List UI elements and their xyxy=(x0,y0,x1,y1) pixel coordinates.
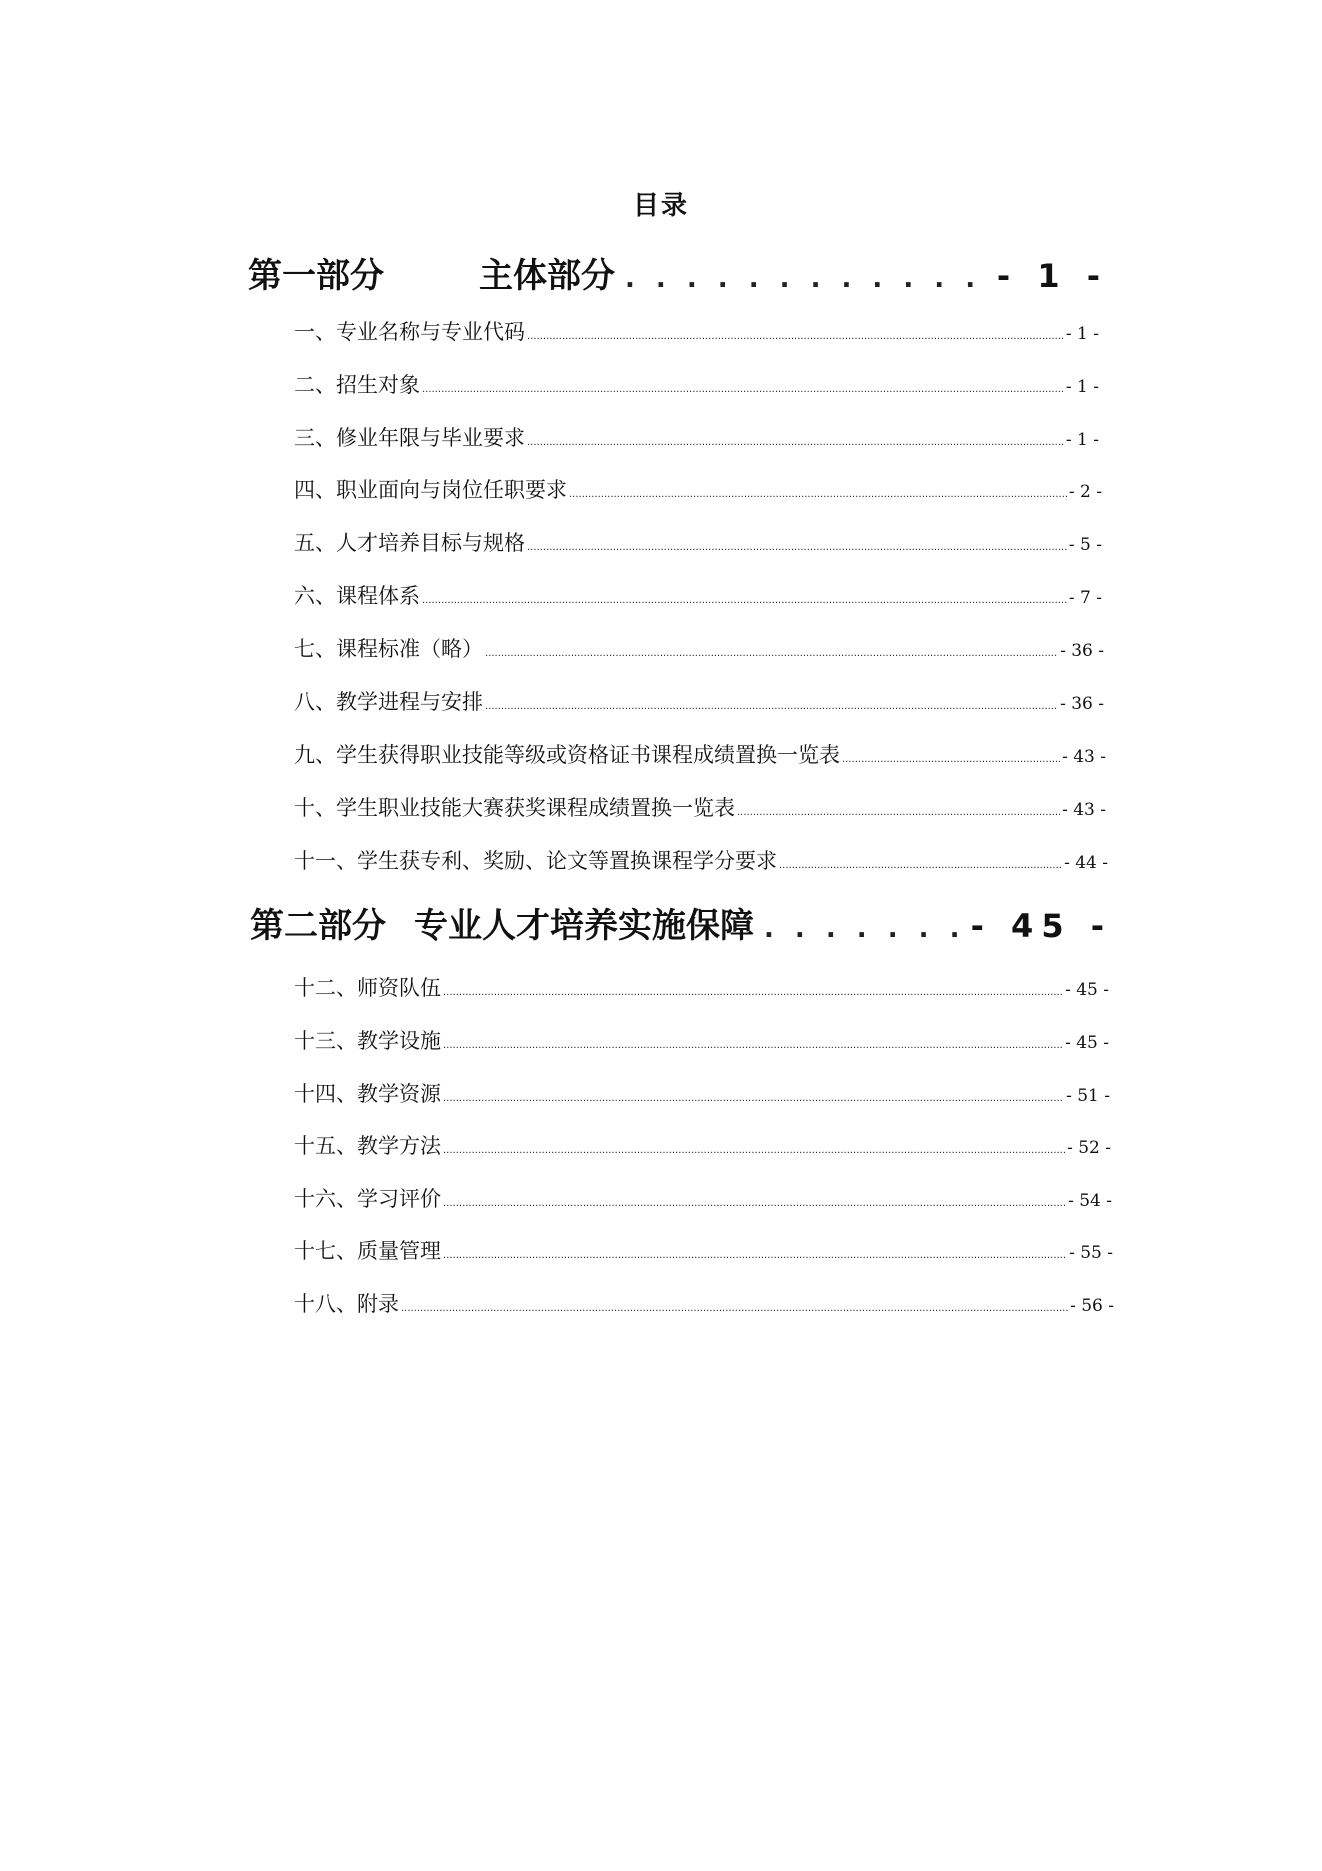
entry-page-number: - 43 - xyxy=(1062,747,1106,767)
entry-title: 十五、教学方法 xyxy=(294,1134,441,1158)
entry-title: 六、课程体系 xyxy=(294,584,420,608)
entry-title: 二、招生对象 xyxy=(294,373,420,397)
entry-title: 三、修业年限与毕业要求 xyxy=(294,426,525,450)
entry-page-number: - 2 - xyxy=(1068,482,1102,502)
toc-entry[interactable] xyxy=(294,1025,1109,1055)
entry-title: 九、学生获得职业技能等级或资格证书课程成绩置换一览表 xyxy=(294,743,840,767)
dot-leader xyxy=(527,542,1067,553)
toc-entry[interactable] xyxy=(294,1235,1113,1265)
entry-page-number: - 1 - xyxy=(1065,377,1099,397)
part-number: 第二部分 xyxy=(250,906,386,946)
toc-entry[interactable] xyxy=(294,1288,1114,1318)
entry-title: 八、教学进程与安排 xyxy=(294,690,483,714)
entry-page-number: - 52 - xyxy=(1067,1138,1111,1158)
dot-leader xyxy=(401,1303,1068,1314)
part-page-number: - 45 - xyxy=(970,907,1112,945)
part-title: 主体部分 xyxy=(479,256,615,296)
dot-leader xyxy=(764,914,961,944)
toc-entry[interactable] xyxy=(294,792,1106,822)
entry-page-number: - 36 - xyxy=(1060,641,1104,661)
toc-entry[interactable] xyxy=(294,739,1106,769)
dot-leader xyxy=(842,754,1060,765)
toc-entry[interactable] xyxy=(294,316,1099,346)
entry-page-number: - 56 - xyxy=(1070,1296,1114,1316)
toc-entry[interactable] xyxy=(294,1183,1112,1213)
entry-title: 十三、教学设施 xyxy=(294,1029,441,1053)
dot-leader xyxy=(422,595,1067,606)
dot-leader xyxy=(569,489,1067,500)
toc-entry[interactable] xyxy=(294,972,1109,1002)
entry-page-number: - 1 - xyxy=(1065,430,1099,450)
entry-title: 十八、附录 xyxy=(294,1292,399,1316)
toc-entry[interactable] xyxy=(294,1078,1110,1108)
toc-entry[interactable] xyxy=(294,369,1099,399)
dot-leader xyxy=(443,987,1063,998)
entry-page-number: - 45 - xyxy=(1065,980,1109,1000)
toc-entry[interactable] xyxy=(294,845,1108,875)
dot-leader xyxy=(485,701,1058,712)
entry-title: 四、职业面向与岗位任职要求 xyxy=(294,478,567,502)
part-number: 第一部分 xyxy=(248,256,384,296)
dot-leader xyxy=(527,437,1064,448)
entry-page-number: - 45 - xyxy=(1065,1033,1109,1053)
toc-entry[interactable] xyxy=(294,422,1099,452)
entry-title: 一、专业名称与专业代码 xyxy=(294,320,525,344)
part-page-number: - 1 - xyxy=(996,257,1108,295)
entry-page-number: - 1 - xyxy=(1065,324,1099,344)
dot-leader xyxy=(443,1093,1064,1104)
dot-leader xyxy=(779,860,1062,871)
dot-leader xyxy=(443,1198,1066,1209)
toc-entry[interactable] xyxy=(294,1130,1111,1160)
entry-page-number: - 5 - xyxy=(1068,535,1102,555)
entry-page-number: - 7 - xyxy=(1068,588,1102,608)
dot-leader xyxy=(527,331,1064,342)
dot-leader xyxy=(443,1250,1067,1261)
toc-entry[interactable] xyxy=(294,474,1102,504)
entry-title: 十四、教学资源 xyxy=(294,1082,441,1106)
toc-part-heading[interactable] xyxy=(248,248,1108,297)
dot-leader xyxy=(422,384,1064,395)
toc-entry[interactable] xyxy=(294,686,1104,716)
dot-leader xyxy=(737,807,1060,818)
toc-title: 目录 xyxy=(632,191,689,221)
toc-entry[interactable] xyxy=(294,527,1102,557)
entry-title: 十六、学习评价 xyxy=(294,1187,441,1211)
dot-leader xyxy=(443,1145,1065,1156)
entry-page-number: - 43 - xyxy=(1062,800,1106,820)
entry-title: 十、学生职业技能大赛获奖课程成绩置换一览表 xyxy=(294,796,735,820)
entry-title: 五、人才培养目标与规格 xyxy=(294,531,525,555)
part-title: 专业人才培养实施保障 xyxy=(414,906,754,946)
entry-page-number: - 51 - xyxy=(1066,1086,1110,1106)
toc-part-heading[interactable] xyxy=(250,898,1112,947)
entry-page-number: - 44 - xyxy=(1064,853,1108,873)
dot-leader xyxy=(485,648,1058,659)
entry-title: 七、课程标准（略） xyxy=(294,637,483,661)
entry-title: 十二、师资队伍 xyxy=(294,976,441,1000)
toc-entry[interactable] xyxy=(294,633,1104,663)
dot-leader xyxy=(625,264,987,294)
entry-page-number: - 54 - xyxy=(1068,1191,1112,1211)
toc-entry[interactable] xyxy=(294,580,1102,610)
dot-leader xyxy=(443,1040,1063,1051)
entry-title: 十七、质量管理 xyxy=(294,1239,441,1263)
entry-title: 十一、学生获专利、奖励、论文等置换课程学分要求 xyxy=(294,849,777,873)
entry-page-number: - 55 - xyxy=(1069,1243,1113,1263)
entry-page-number: - 36 - xyxy=(1060,694,1104,714)
